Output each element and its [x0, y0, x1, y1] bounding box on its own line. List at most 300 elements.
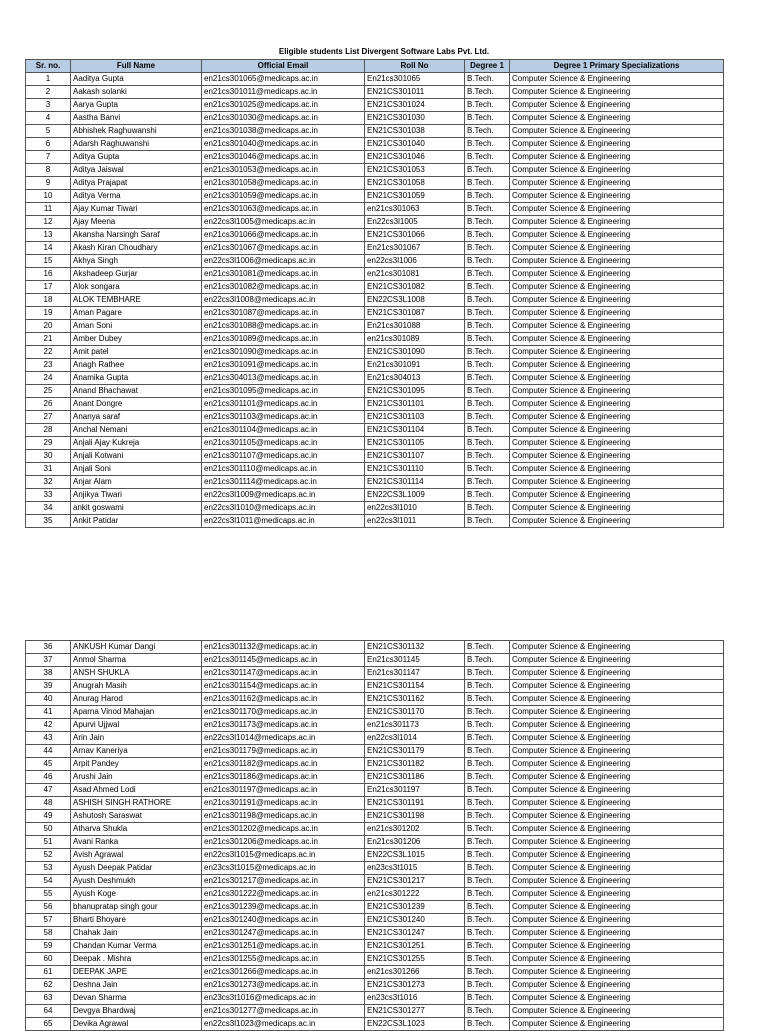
cell-official-email: en22cs3l1009@medicaps.ac.in [202, 489, 365, 502]
cell-official-email: en21cs301198@medicaps.ac.in [202, 810, 365, 823]
table-row [26, 940, 724, 953]
cell-specialization: Computer Science & Engineering [510, 979, 724, 992]
cell-sr-no: 27 [26, 411, 71, 424]
table-row [26, 437, 724, 450]
cell-specialization: Computer Science & Engineering [510, 693, 724, 706]
cell-specialization: Computer Science & Engineering [510, 992, 724, 1005]
cell-official-email: en21cs301217@medicaps.ac.in [202, 875, 365, 888]
cell-sr-no: 57 [26, 914, 71, 927]
table-row [26, 190, 724, 203]
cell-roll-no: EN21CS301101 [365, 398, 465, 411]
table-row [26, 216, 724, 229]
cell-full-name: Aditya Prajapat [71, 177, 202, 190]
table-row [26, 99, 724, 112]
cell-official-email: en21cs301025@medicaps.ac.in [202, 99, 365, 112]
cell-sr-no: 64 [26, 1005, 71, 1018]
table-row [26, 914, 724, 927]
cell-roll-no: EN21CS301087 [365, 307, 465, 320]
table-row [26, 706, 724, 719]
cell-roll-no: EN21CS301058 [365, 177, 465, 190]
cell-roll-no: En21cs301088 [365, 320, 465, 333]
cell-sr-no: 6 [26, 138, 71, 151]
cell-full-name: Akansha Narsingh Saraf [71, 229, 202, 242]
cell-full-name: Anjikya Tiwari [71, 489, 202, 502]
cell-specialization: Computer Science & Engineering [510, 190, 724, 203]
cell-sr-no: 42 [26, 719, 71, 732]
cell-sr-no: 12 [26, 216, 71, 229]
cell-specialization: Computer Science & Engineering [510, 654, 724, 667]
cell-full-name: Anjali Ajay Kukreja [71, 437, 202, 450]
cell-specialization: Computer Science & Engineering [510, 745, 724, 758]
cell-roll-no: EN21CS301024 [365, 99, 465, 112]
cell-full-name: Amber Dubey [71, 333, 202, 346]
cell-official-email: en21cs304013@medicaps.ac.in [202, 372, 365, 385]
cell-full-name: Avani Ranka [71, 836, 202, 849]
cell-sr-no: 29 [26, 437, 71, 450]
cell-sr-no: 38 [26, 667, 71, 680]
cell-sr-no: 26 [26, 398, 71, 411]
table-row [26, 268, 724, 281]
cell-degree: B.Tech. [465, 862, 510, 875]
cell-roll-no: EN21CS301247 [365, 927, 465, 940]
table-row [26, 346, 724, 359]
table-row [26, 953, 724, 966]
cell-official-email: en21cs301251@medicaps.ac.in [202, 940, 365, 953]
cell-specialization: Computer Science & Engineering [510, 1018, 724, 1031]
cell-specialization: Computer Science & Engineering [510, 268, 724, 281]
cell-sr-no: 55 [26, 888, 71, 901]
cell-specialization: Computer Science & Engineering [510, 641, 724, 654]
students-table-2 [25, 640, 724, 1031]
cell-degree: B.Tech. [465, 307, 510, 320]
cell-full-name: ankit goswami [71, 502, 202, 515]
cell-specialization: Computer Science & Engineering [510, 719, 724, 732]
table-row [26, 979, 724, 992]
cell-roll-no: EN21CS301132 [365, 641, 465, 654]
table-row [26, 745, 724, 758]
cell-sr-no: 32 [26, 476, 71, 489]
cell-roll-no: En21cs304013 [365, 372, 465, 385]
cell-sr-no: 44 [26, 745, 71, 758]
header-roll-no: Roll No [365, 60, 465, 73]
cell-roll-no: EN21CS301114 [365, 476, 465, 489]
cell-sr-no: 46 [26, 771, 71, 784]
cell-official-email: en21cs301145@medicaps.ac.in [202, 654, 365, 667]
cell-official-email: en21cs301222@medicaps.ac.in [202, 888, 365, 901]
table-row [26, 281, 724, 294]
cell-specialization: Computer Science & Engineering [510, 953, 724, 966]
cell-sr-no: 58 [26, 927, 71, 940]
cell-official-email: en22cs3l1015@medicaps.ac.in [202, 849, 365, 862]
cell-full-name: Apurvi Ujjwal [71, 719, 202, 732]
cell-specialization: Computer Science & Engineering [510, 836, 724, 849]
cell-official-email: en21cs301063@medicaps.ac.in [202, 203, 365, 216]
cell-official-email: en21cs301040@medicaps.ac.in [202, 138, 365, 151]
table-row [26, 125, 724, 138]
cell-official-email: en21cs301095@medicaps.ac.in [202, 385, 365, 398]
cell-full-name: Deepak . Mishra [71, 953, 202, 966]
cell-degree: B.Tech. [465, 151, 510, 164]
cell-roll-no: EN21CS301277 [365, 1005, 465, 1018]
cell-roll-no: EN21CS301105 [365, 437, 465, 450]
table-row [26, 719, 724, 732]
table-row [26, 680, 724, 693]
cell-full-name: Anugrah Masih [71, 680, 202, 693]
cell-specialization: Computer Science & Engineering [510, 112, 724, 125]
cell-specialization: Computer Science & Engineering [510, 281, 724, 294]
cell-specialization: Computer Science & Engineering [510, 398, 724, 411]
cell-degree: B.Tech. [465, 125, 510, 138]
cell-sr-no: 45 [26, 758, 71, 771]
table-row [26, 229, 724, 242]
cell-specialization: Computer Science & Engineering [510, 255, 724, 268]
cell-degree: B.Tech. [465, 979, 510, 992]
cell-official-email: en21cs301059@medicaps.ac.in [202, 190, 365, 203]
cell-degree: B.Tech. [465, 372, 510, 385]
cell-sr-no: 59 [26, 940, 71, 953]
cell-official-email: en21cs301206@medicaps.ac.in [202, 836, 365, 849]
cell-full-name: Adarsh Raghuwanshi [71, 138, 202, 151]
cell-full-name: Aparna Vinod Mahajan [71, 706, 202, 719]
cell-official-email: en21cs301101@medicaps.ac.in [202, 398, 365, 411]
cell-official-email: en21cs301104@medicaps.ac.in [202, 424, 365, 437]
cell-degree: B.Tech. [465, 901, 510, 914]
header-full-name: Full Name [71, 60, 202, 73]
cell-full-name: Abhishek Raghuwanshi [71, 125, 202, 138]
cell-degree: B.Tech. [465, 138, 510, 151]
cell-official-email: en21cs301110@medicaps.ac.in [202, 463, 365, 476]
table-row [26, 810, 724, 823]
cell-specialization: Computer Science & Engineering [510, 424, 724, 437]
cell-official-email: en22cs3l1010@medicaps.ac.in [202, 502, 365, 515]
cell-official-email: en23cs3t1016@medicaps.ac.in [202, 992, 365, 1005]
cell-full-name: Ayush Deshmukh [71, 875, 202, 888]
cell-official-email: en21cs301065@medicaps.ac.in [202, 73, 365, 86]
cell-roll-no: En21cs301145 [365, 654, 465, 667]
cell-degree: B.Tech. [465, 966, 510, 979]
cell-official-email: en21cs301247@medicaps.ac.in [202, 927, 365, 940]
cell-specialization: Computer Science & Engineering [510, 849, 724, 862]
cell-full-name: Aditya Jaiswal [71, 164, 202, 177]
cell-roll-no: en23cs3t1016 [365, 992, 465, 1005]
cell-degree: B.Tech. [465, 953, 510, 966]
cell-degree: B.Tech. [465, 99, 510, 112]
cell-official-email: en21cs301091@medicaps.ac.in [202, 359, 365, 372]
cell-degree: B.Tech. [465, 706, 510, 719]
cell-official-email: en21cs301202@medicaps.ac.in [202, 823, 365, 836]
cell-official-email: en21cs301255@medicaps.ac.in [202, 953, 365, 966]
cell-sr-no: 54 [26, 875, 71, 888]
cell-official-email: en22cs3l1011@medicaps.ac.in [202, 515, 365, 528]
cell-roll-no: EN21CS301040 [365, 138, 465, 151]
cell-full-name: Aman Pagare [71, 307, 202, 320]
table-row [26, 875, 724, 888]
cell-roll-no: EN21CS301059 [365, 190, 465, 203]
cell-sr-no: 39 [26, 680, 71, 693]
cell-official-email: en21cs301088@medicaps.ac.in [202, 320, 365, 333]
cell-full-name: Amit patel [71, 346, 202, 359]
cell-official-email: en21cs301046@medicaps.ac.in [202, 151, 365, 164]
cell-sr-no: 13 [26, 229, 71, 242]
cell-specialization: Computer Science & Engineering [510, 73, 724, 86]
cell-full-name: Chandan Kumar Verma [71, 940, 202, 953]
cell-full-name: Atharva Shukla [71, 823, 202, 836]
cell-specialization: Computer Science & Engineering [510, 333, 724, 346]
cell-specialization: Computer Science & Engineering [510, 823, 724, 836]
cell-sr-no: 65 [26, 1018, 71, 1031]
cell-full-name: Anand Bhachawat [71, 385, 202, 398]
cell-full-name: Anchal Nemani [71, 424, 202, 437]
table-row [26, 758, 724, 771]
cell-sr-no: 51 [26, 836, 71, 849]
cell-sr-no: 47 [26, 784, 71, 797]
table-row [26, 294, 724, 307]
cell-roll-no: en21cs301266 [365, 966, 465, 979]
table-row [26, 307, 724, 320]
cell-full-name: Aman Soni [71, 320, 202, 333]
cell-degree: B.Tech. [465, 1005, 510, 1018]
cell-roll-no: EN21CS301217 [365, 875, 465, 888]
cell-sr-no: 48 [26, 797, 71, 810]
cell-roll-no: EN21CS301053 [365, 164, 465, 177]
cell-full-name: Akash Kiran Choudhary [71, 242, 202, 255]
cell-specialization: Computer Science & Engineering [510, 411, 724, 424]
cell-full-name: Avish Agrawal [71, 849, 202, 862]
cell-roll-no: en21cs301089 [365, 333, 465, 346]
header-sr-no: Sr. no. [26, 60, 71, 73]
header-official-email: Official Email [202, 60, 365, 73]
cell-sr-no: 22 [26, 346, 71, 359]
cell-full-name: Deshna Jain [71, 979, 202, 992]
cell-roll-no: en22cs3l1010 [365, 502, 465, 515]
cell-specialization: Computer Science & Engineering [510, 125, 724, 138]
cell-degree: B.Tech. [465, 424, 510, 437]
cell-roll-no: EN21CS301251 [365, 940, 465, 953]
cell-degree: B.Tech. [465, 164, 510, 177]
cell-official-email: en21cs301191@medicaps.ac.in [202, 797, 365, 810]
cell-sr-no: 33 [26, 489, 71, 502]
cell-full-name: Aarya Gupta [71, 99, 202, 112]
table-row [26, 242, 724, 255]
cell-sr-no: 17 [26, 281, 71, 294]
cell-degree: B.Tech. [465, 667, 510, 680]
cell-full-name: Ajay Meena [71, 216, 202, 229]
table-row [26, 138, 724, 151]
cell-full-name: Aditya Gupta [71, 151, 202, 164]
cell-roll-no: En21cs301197 [365, 784, 465, 797]
cell-degree: B.Tech. [465, 268, 510, 281]
cell-roll-no: EN21CS301198 [365, 810, 465, 823]
cell-degree: B.Tech. [465, 1018, 510, 1031]
cell-specialization: Computer Science & Engineering [510, 294, 724, 307]
cell-sr-no: 52 [26, 849, 71, 862]
cell-roll-no: EN21CS301255 [365, 953, 465, 966]
cell-specialization: Computer Science & Engineering [510, 810, 724, 823]
cell-sr-no: 24 [26, 372, 71, 385]
cell-specialization: Computer Science & Engineering [510, 489, 724, 502]
table-row [26, 888, 724, 901]
table-row [26, 385, 724, 398]
cell-degree: B.Tech. [465, 385, 510, 398]
cell-degree: B.Tech. [465, 797, 510, 810]
cell-sr-no: 31 [26, 463, 71, 476]
cell-roll-no: EN21CS301170 [365, 706, 465, 719]
cell-specialization: Computer Science & Engineering [510, 307, 724, 320]
cell-sr-no: 62 [26, 979, 71, 992]
cell-degree: B.Tech. [465, 229, 510, 242]
cell-roll-no: EN22CS3L1023 [365, 1018, 465, 1031]
table-row [26, 797, 724, 810]
table-row [26, 502, 724, 515]
cell-specialization: Computer Science & Engineering [510, 99, 724, 112]
cell-specialization: Computer Science & Engineering [510, 437, 724, 450]
cell-official-email: en21cs301067@medicaps.ac.in [202, 242, 365, 255]
cell-official-email: en21cs301240@medicaps.ac.in [202, 914, 365, 927]
cell-roll-no: en21cs301222 [365, 888, 465, 901]
cell-specialization: Computer Science & Engineering [510, 216, 724, 229]
cell-degree: B.Tech. [465, 216, 510, 229]
cell-degree: B.Tech. [465, 398, 510, 411]
cell-full-name: Anagh Rathee [71, 359, 202, 372]
cell-specialization: Computer Science & Engineering [510, 515, 724, 528]
cell-full-name: ANKUSH Kumar Dangi [71, 641, 202, 654]
cell-degree: B.Tech. [465, 242, 510, 255]
cell-roll-no: EN21CS301179 [365, 745, 465, 758]
table-row [26, 862, 724, 875]
cell-official-email: en21cs301266@medicaps.ac.in [202, 966, 365, 979]
cell-roll-no: EN21CS301095 [365, 385, 465, 398]
cell-degree: B.Tech. [465, 875, 510, 888]
cell-specialization: Computer Science & Engineering [510, 940, 724, 953]
cell-degree: B.Tech. [465, 745, 510, 758]
cell-specialization: Computer Science & Engineering [510, 476, 724, 489]
cell-degree: B.Tech. [465, 771, 510, 784]
cell-full-name: Anjali Soni [71, 463, 202, 476]
table-header-row [26, 60, 724, 73]
cell-full-name: Ashutosh Saraswat [71, 810, 202, 823]
table-row [26, 450, 724, 463]
cell-degree: B.Tech. [465, 281, 510, 294]
table-row [26, 515, 724, 528]
cell-full-name: ALOK TEMBHARE [71, 294, 202, 307]
cell-specialization: Computer Science & Engineering [510, 242, 724, 255]
cell-official-email: en21cs301089@medicaps.ac.in [202, 333, 365, 346]
cell-official-email: en21cs301162@medicaps.ac.in [202, 693, 365, 706]
cell-official-email: en21cs301273@medicaps.ac.in [202, 979, 365, 992]
table-row [26, 151, 724, 164]
cell-degree: B.Tech. [465, 849, 510, 862]
cell-official-email: en21cs301147@medicaps.ac.in [202, 667, 365, 680]
cell-roll-no: EN21CS301154 [365, 680, 465, 693]
cell-degree: B.Tech. [465, 294, 510, 307]
cell-sr-no: 28 [26, 424, 71, 437]
cell-specialization: Computer Science & Engineering [510, 784, 724, 797]
table-row [26, 359, 724, 372]
cell-official-email: en22cs3l1014@medicaps.ac.in [202, 732, 365, 745]
cell-roll-no: en21cs301202 [365, 823, 465, 836]
cell-roll-no: EN21CS301186 [365, 771, 465, 784]
cell-full-name: Arushi Jain [71, 771, 202, 784]
cell-roll-no: EN21CS301038 [365, 125, 465, 138]
cell-roll-no: EN21CS301103 [365, 411, 465, 424]
cell-sr-no: 18 [26, 294, 71, 307]
cell-roll-no: en21cs301173 [365, 719, 465, 732]
cell-official-email: en21cs301154@medicaps.ac.in [202, 680, 365, 693]
cell-degree: B.Tech. [465, 320, 510, 333]
cell-specialization: Computer Science & Engineering [510, 372, 724, 385]
cell-full-name: Ananya saraf [71, 411, 202, 424]
cell-full-name: Asad Ahmed Lodi [71, 784, 202, 797]
cell-degree: B.Tech. [465, 836, 510, 849]
cell-degree: B.Tech. [465, 693, 510, 706]
cell-full-name: Aditya Verma [71, 190, 202, 203]
cell-full-name: Devika Agrawal [71, 1018, 202, 1031]
cell-specialization: Computer Science & Engineering [510, 203, 724, 216]
cell-full-name: Bharti Bhoyare [71, 914, 202, 927]
cell-sr-no: 34 [26, 502, 71, 515]
cell-roll-no: En21cs301206 [365, 836, 465, 849]
cell-roll-no: EN21CS301240 [365, 914, 465, 927]
cell-specialization: Computer Science & Engineering [510, 502, 724, 515]
cell-roll-no: EN22CS3L1009 [365, 489, 465, 502]
cell-sr-no: 10 [26, 190, 71, 203]
table-row [26, 255, 724, 268]
cell-sr-no: 43 [26, 732, 71, 745]
cell-full-name: Anamika Gupta [71, 372, 202, 385]
cell-roll-no: en22cs3l1014 [365, 732, 465, 745]
cell-sr-no: 21 [26, 333, 71, 346]
cell-sr-no: 30 [26, 450, 71, 463]
cell-full-name: Akshadeep Gurjar [71, 268, 202, 281]
cell-full-name: Anmol Sharma [71, 654, 202, 667]
cell-sr-no: 40 [26, 693, 71, 706]
table-row [26, 927, 724, 940]
table-row [26, 667, 724, 680]
cell-specialization: Computer Science & Engineering [510, 797, 724, 810]
cell-official-email: en21cs301197@medicaps.ac.in [202, 784, 365, 797]
cell-specialization: Computer Science & Engineering [510, 86, 724, 99]
table-row [26, 463, 724, 476]
table-row [26, 73, 724, 86]
cell-full-name: Ayush Deepak Patidar [71, 862, 202, 875]
cell-sr-no: 14 [26, 242, 71, 255]
cell-degree: B.Tech. [465, 73, 510, 86]
cell-specialization: Computer Science & Engineering [510, 385, 724, 398]
cell-sr-no: 7 [26, 151, 71, 164]
cell-sr-no: 41 [26, 706, 71, 719]
cell-official-email: en21cs301030@medicaps.ac.in [202, 112, 365, 125]
cell-roll-no: EN22CS3L1015 [365, 849, 465, 862]
cell-official-email: en21cs301082@medicaps.ac.in [202, 281, 365, 294]
cell-full-name: Devan Sharma [71, 992, 202, 1005]
cell-roll-no: en22cs3l1011 [365, 515, 465, 528]
cell-degree: B.Tech. [465, 784, 510, 797]
cell-full-name: Devgya Bhardwaj [71, 1005, 202, 1018]
cell-full-name: bhanupratap singh gour [71, 901, 202, 914]
cell-degree: B.Tech. [465, 86, 510, 99]
cell-official-email: en21cs301087@medicaps.ac.in [202, 307, 365, 320]
header-specialization: Degree 1 Primary Specializations [510, 60, 724, 73]
cell-sr-no: 35 [26, 515, 71, 528]
cell-degree: B.Tech. [465, 333, 510, 346]
cell-sr-no: 25 [26, 385, 71, 398]
cell-roll-no: EN21CS301191 [365, 797, 465, 810]
cell-official-email: en21cs301277@medicaps.ac.in [202, 1005, 365, 1018]
table-body-2 [26, 641, 724, 1031]
table-row [26, 489, 724, 502]
table-row [26, 203, 724, 216]
cell-degree: B.Tech. [465, 927, 510, 940]
